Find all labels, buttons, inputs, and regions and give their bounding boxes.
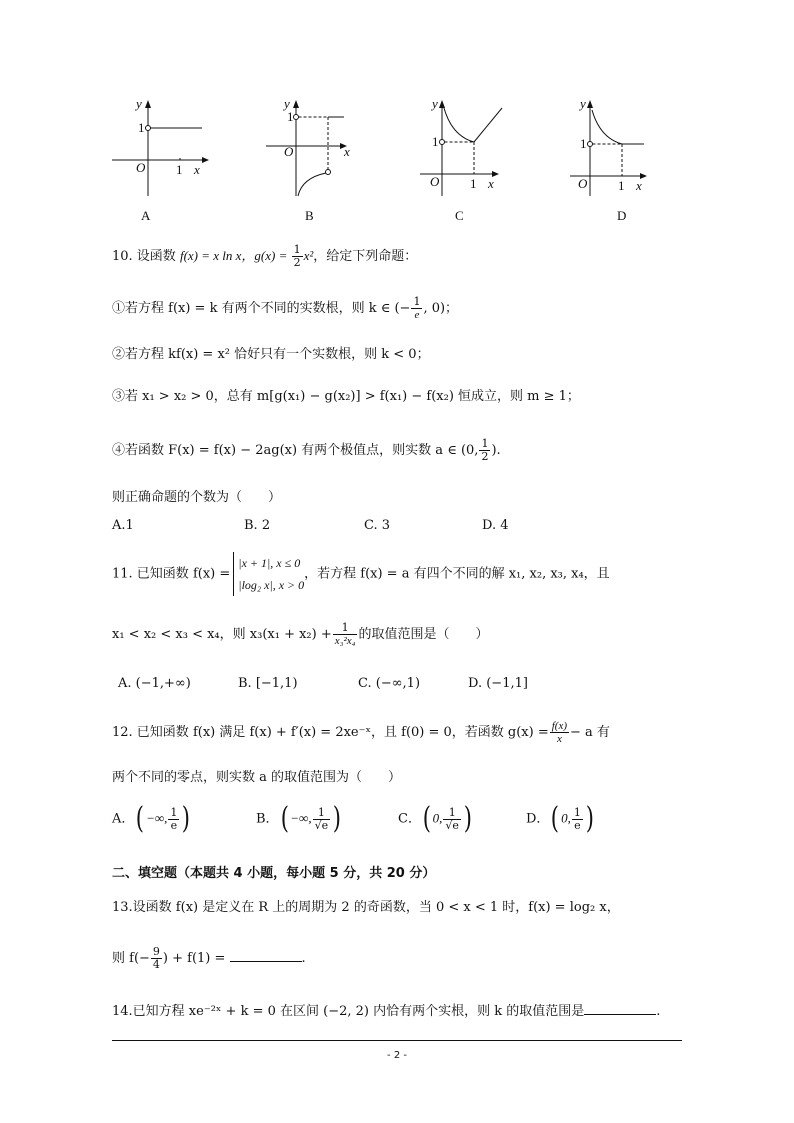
q13-line2-suffix: ) + f(1) = (162, 951, 226, 966)
interval-left: 0, (432, 810, 443, 826)
q10-p1-suffix: , 0)； (423, 301, 459, 316)
x-axis-label: x (344, 144, 350, 159)
q12-prefix: 12. 已知函数 f(x) 满足 f(x) + f′(x) = 2xe⁻ˣ，且 f(0) = 0，若函数 g(x) = (112, 725, 549, 740)
graph-option-c (420, 96, 520, 201)
q10-p1-fraction (411, 296, 422, 321)
q11-case-2: |log₂ x|, x > 0 (238, 578, 305, 592)
origin-label: O (136, 160, 146, 175)
choice-letter: B． (256, 811, 279, 827)
graph-label-d: D (617, 208, 627, 223)
fraction-denominator: 2 (481, 450, 489, 463)
fraction-numerator: f(x) (551, 720, 568, 732)
choice-letter: C． (398, 811, 421, 827)
origin-label: O (284, 144, 294, 159)
graph-option-d (570, 96, 670, 201)
q10-p1-prefix: ①若方程 f(x) = k 有两个不同的实数根，则 k ∈ (− (112, 301, 411, 316)
interval-left: −∞, (146, 810, 168, 826)
q12-choice-d: D．( 0, $\frac{1}{e}$ ) (526, 801, 594, 836)
q12-fraction (550, 720, 569, 745)
q10-choice-c: C. 3 (364, 518, 391, 533)
y-axis-label: y (580, 96, 586, 111)
q14-text: 14.已知方程 xe⁻²ˣ + k = 0 在区间 (−2, 2) 内恰有两个实根，则 k 的取值范围是 (112, 1004, 585, 1019)
fraction-numerator: 1 (313, 807, 331, 820)
q13-end: . (301, 951, 306, 966)
one-label: 1 (138, 120, 145, 135)
fraction-denominator: e (574, 818, 581, 832)
q10-choice-a: A.1 (112, 518, 134, 533)
q13-line-1: 13.设函数 f(x) 是定义在 R 上的周期为 2 的奇函数，当 0 < x < 1 时，f(x) = log₂ x， (112, 900, 620, 915)
q10-choice-d: D. 4 (482, 518, 509, 533)
answer-blank[interactable] (584, 1002, 656, 1015)
q12-choice-a: A．( −∞, $\frac{1}{e}$ ) (112, 801, 191, 836)
x-axis-label: x (636, 178, 642, 193)
q14-end: . (656, 1004, 661, 1019)
choice-fraction (572, 807, 583, 832)
fraction-denominator: √e (445, 818, 459, 832)
origin-label: O (430, 174, 440, 189)
q10-stem-prefix: 10. 设函数 (112, 249, 176, 264)
graph-a-svg (112, 96, 212, 201)
interval-left: 0, (561, 810, 571, 826)
graph-b-svg (266, 96, 366, 201)
q13-fraction (151, 946, 162, 971)
footer-divider (112, 1040, 682, 1041)
q11-line2-prefix: x₁ < x₂ < x₃ < x₄，则 x₃(x₁ + x₂) + (112, 627, 332, 642)
q14-line (112, 1002, 660, 1022)
section-heading: 二、填空题（本题共 4 小题，每小题 5 分，共 20 分） (112, 866, 436, 881)
one-label: 1 (580, 136, 587, 151)
graph-label-a: A (141, 208, 151, 223)
q12-choice-c: C．( 0, $\frac{1}{√e}$ ) (398, 801, 472, 836)
q11-case-1: |x + 1|, x ≤ 0 (238, 556, 301, 570)
q10-stem (112, 244, 417, 269)
graph-label-b: B (305, 208, 314, 223)
fraction-denominator: x₃²x₄ (334, 635, 356, 647)
q10-g-fraction (292, 244, 303, 269)
q10-g-def-prefix: ，g(x) = (241, 248, 291, 263)
fraction-numerator: 1 (170, 805, 178, 819)
q11-stem (112, 552, 610, 597)
q11-suffix: ，若方程 f(x) = a 有四个不同的解 x₁, x₂, x₃, x₄，且 (304, 566, 610, 582)
fraction-denominator: e (414, 309, 420, 321)
one-label: 1 (432, 134, 439, 149)
fraction-numerator: 1 (333, 622, 358, 635)
graph-label-c: C (455, 208, 464, 223)
fraction-denominator: 2 (293, 256, 301, 269)
fraction-numerator: 9 (152, 945, 160, 958)
q11-piecewise (233, 552, 304, 596)
choice-fraction (168, 807, 179, 832)
q11-choice-c: C. (−∞,1) (358, 676, 421, 691)
fraction-numerator: 1 (481, 437, 489, 450)
q11-line-2 (112, 622, 488, 647)
fraction-numerator: 1 (573, 805, 581, 819)
q11-fraction (333, 622, 358, 647)
q10-proposition-1 (112, 296, 458, 321)
answer-blank[interactable] (230, 949, 302, 962)
fraction-denominator: √e (314, 818, 329, 832)
q10-stem-suffix: ，给定下列命题： (313, 249, 418, 264)
page-number: - 2 - (387, 1050, 407, 1061)
q13-line-2 (112, 946, 306, 971)
fraction-numerator: 1 (293, 243, 301, 256)
q11-line2-suffix: 的取值范围是（ ） (358, 627, 489, 642)
y-axis-label: y (136, 96, 142, 111)
fraction-numerator: 1 (443, 807, 461, 820)
q10-f-def: f(x) = x ln x (179, 248, 242, 263)
q12-stem (112, 720, 610, 745)
y-axis-label: y (432, 96, 438, 111)
q11-choice-d: D. (−1,1] (468, 676, 528, 691)
interval-left: −∞, (290, 810, 312, 826)
q12-line-2: 两个不同的零点，则实数 a 的取值范围为（ ） (112, 770, 402, 785)
one-label: 1 (176, 162, 183, 177)
x-axis-label: x (194, 162, 200, 177)
q12-suffix: − a 有 (570, 725, 610, 740)
q13-line2-prefix: 则 f(− (112, 951, 150, 966)
q10-proposition-3: ③若 x₁ > x₂ > 0，总有 m[g(x₁) − g(x₂)] > f(x₁) − f(x₂) 恒成立，则 m ≥ 1； (112, 389, 580, 404)
choice-letter: A． (112, 811, 135, 827)
fraction-denominator: 4 (152, 958, 160, 971)
q10-proposition-4 (112, 438, 501, 463)
q10-p4-suffix: ). (491, 443, 501, 458)
q12-choice-b: B．( −∞, $\frac{1}{√e}$ ) (256, 801, 342, 836)
origin-label: O (578, 176, 588, 191)
x-axis-label: x (488, 176, 494, 191)
fraction-denominator: x (556, 733, 562, 745)
q10-ask: 则正确命题的个数为（ ） (112, 490, 282, 505)
q11-choice-b: B. [−1,1) (238, 676, 298, 691)
graph-option-b (266, 96, 366, 201)
q10-choice-b: B. 2 (244, 518, 271, 533)
one-label: 1 (287, 109, 294, 124)
choice-fraction (313, 807, 331, 832)
graph-option-a (112, 96, 212, 201)
q10-p4-prefix: ④若函数 F(x) = f(x) − 2ag(x) 有两个极值点，则实数 a ∈ (0, (112, 443, 479, 458)
choice-letter: D． (526, 811, 550, 827)
fraction-denominator: e (170, 818, 178, 832)
q10-g-tail: x² (303, 248, 314, 263)
q10-p4-fraction (479, 438, 490, 463)
q11-prefix: 11. 已知函数 f(x) = (112, 566, 231, 582)
fraction-numerator: 1 (413, 295, 421, 308)
one-label: 1 (470, 176, 477, 191)
one-label: 1 (618, 178, 625, 193)
q10-proposition-2: ②若方程 kf(x) = x² 恰好只有一个实数根，则 k < 0； (112, 347, 430, 362)
choice-fraction (443, 807, 461, 832)
q11-choice-a: A. (−1,+∞) (118, 676, 191, 691)
y-axis-label: y (284, 96, 290, 111)
